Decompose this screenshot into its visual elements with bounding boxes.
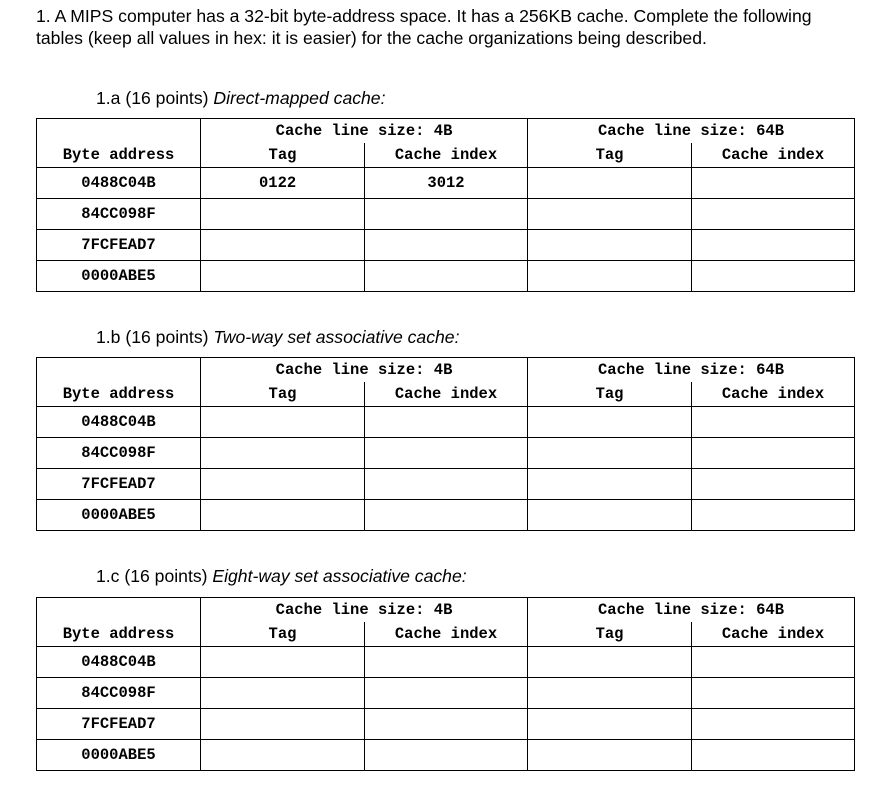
tag-header: Tag <box>201 382 365 407</box>
table-row <box>37 230 855 261</box>
table-row <box>37 647 855 678</box>
cache-table-direct-mapped <box>36 118 855 292</box>
index-4b-cell[interactable]: 3012 <box>365 168 528 199</box>
tag-header: Tag <box>528 143 692 168</box>
index-4b-cell[interactable] <box>365 469 528 500</box>
tag-64b-cell[interactable] <box>528 199 692 230</box>
tag-64b-cell[interactable] <box>528 407 692 438</box>
corner-cell <box>37 598 201 623</box>
byte-address-cell: 84CC098F <box>37 199 201 230</box>
index-4b-cell[interactable] <box>365 500 528 531</box>
table-row <box>37 678 855 709</box>
index-4b-cell[interactable] <box>365 261 528 292</box>
index-64b-cell[interactable] <box>692 199 855 230</box>
line-size-64b-header: Cache line size: 64B <box>528 119 855 144</box>
index-64b-cell[interactable] <box>692 647 855 678</box>
cache-table-two-way <box>36 357 855 531</box>
table-row <box>37 740 855 771</box>
index-64b-cell[interactable] <box>692 230 855 261</box>
line-size-4b-header: Cache line size: 4B <box>201 119 528 144</box>
tag-4b-cell[interactable] <box>201 199 365 230</box>
tag-64b-cell[interactable] <box>528 500 692 531</box>
tag-4b-cell[interactable] <box>201 500 365 531</box>
table-row <box>37 168 855 199</box>
index-4b-cell[interactable] <box>365 199 528 230</box>
byte-address-cell: 84CC098F <box>37 438 201 469</box>
cache-index-header: Cache index <box>365 143 528 168</box>
section-heading-1b <box>96 327 459 348</box>
corner-cell <box>37 119 201 144</box>
byte-address-cell: 0488C04B <box>37 647 201 678</box>
index-64b-cell[interactable] <box>692 168 855 199</box>
tag-header: Tag <box>201 622 365 647</box>
table-row <box>37 500 855 531</box>
table-row <box>37 438 855 469</box>
section-cache-type: Direct-mapped cache: <box>213 88 386 108</box>
tag-4b-cell[interactable] <box>201 709 365 740</box>
tag-64b-cell[interactable] <box>528 678 692 709</box>
byte-address-cell: 7FCFEAD7 <box>37 469 201 500</box>
line-size-4b-header: Cache line size: 4B <box>201 358 528 383</box>
cache-index-header: Cache index <box>365 382 528 407</box>
index-64b-cell[interactable] <box>692 500 855 531</box>
cache-index-header: Cache index <box>365 622 528 647</box>
byte-address-cell: 7FCFEAD7 <box>37 709 201 740</box>
byte-address-cell: 0000ABE5 <box>37 261 201 292</box>
byte-address-header: Byte address <box>37 382 201 407</box>
section-cache-type: Two-way set associative cache: <box>213 327 460 347</box>
section-label: 1.a (16 points) <box>96 88 209 108</box>
tag-64b-cell[interactable] <box>528 168 692 199</box>
tag-4b-cell[interactable] <box>201 230 365 261</box>
tag-header: Tag <box>201 143 365 168</box>
tag-4b-cell[interactable] <box>201 647 365 678</box>
section-cache-type: Eight-way set associative cache: <box>212 566 467 586</box>
cache-index-header: Cache index <box>692 382 855 407</box>
tag-64b-cell[interactable] <box>528 230 692 261</box>
line-size-64b-header: Cache line size: 64B <box>528 598 855 623</box>
cache-index-header: Cache index <box>692 622 855 647</box>
tag-4b-cell[interactable]: 0122 <box>201 168 365 199</box>
index-64b-cell[interactable] <box>692 740 855 771</box>
tag-64b-cell[interactable] <box>528 261 692 292</box>
tag-4b-cell[interactable] <box>201 261 365 292</box>
tag-64b-cell[interactable] <box>528 647 692 678</box>
tag-4b-cell[interactable] <box>201 678 365 709</box>
corner-cell <box>37 358 201 383</box>
tag-4b-cell[interactable] <box>201 740 365 771</box>
index-64b-cell[interactable] <box>692 261 855 292</box>
tag-header: Tag <box>528 622 692 647</box>
tag-4b-cell[interactable] <box>201 438 365 469</box>
table-row <box>37 469 855 500</box>
tag-4b-cell[interactable] <box>201 469 365 500</box>
table-row <box>37 709 855 740</box>
cache-table-eight-way <box>36 597 855 771</box>
index-4b-cell[interactable] <box>365 438 528 469</box>
index-64b-cell[interactable] <box>692 469 855 500</box>
tag-64b-cell[interactable] <box>528 740 692 771</box>
index-4b-cell[interactable] <box>365 709 528 740</box>
byte-address-cell: 84CC098F <box>37 678 201 709</box>
tag-header: Tag <box>528 382 692 407</box>
tag-64b-cell[interactable] <box>528 469 692 500</box>
byte-address-cell: 0000ABE5 <box>37 500 201 531</box>
cache-index-header: Cache index <box>692 143 855 168</box>
index-64b-cell[interactable] <box>692 438 855 469</box>
table-row <box>37 261 855 292</box>
table-row <box>37 407 855 438</box>
index-4b-cell[interactable] <box>365 407 528 438</box>
byte-address-cell: 7FCFEAD7 <box>37 230 201 261</box>
line-size-64b-header: Cache line size: 64B <box>528 358 855 383</box>
section-heading-1c <box>96 566 467 587</box>
tag-4b-cell[interactable] <box>201 407 365 438</box>
section-label: 1.b (16 points) <box>96 327 209 347</box>
byte-address-cell: 0488C04B <box>37 407 201 438</box>
tag-64b-cell[interactable] <box>528 438 692 469</box>
byte-address-cell: 0000ABE5 <box>37 740 201 771</box>
question-text: 1. A MIPS computer has a 32-bit byte-address space. It has a 256KB cache. Complete the following tables (keep all values in hex: it is easier) for the cache organizations being described. <box>36 6 812 48</box>
section-heading-1a <box>96 88 385 109</box>
index-4b-cell[interactable] <box>365 647 528 678</box>
byte-address-header: Byte address <box>37 143 201 168</box>
index-64b-cell[interactable] <box>692 407 855 438</box>
line-size-4b-header: Cache line size: 4B <box>201 598 528 623</box>
byte-address-cell: 0488C04B <box>37 168 201 199</box>
byte-address-header: Byte address <box>37 622 201 647</box>
index-64b-cell[interactable] <box>692 678 855 709</box>
index-4b-cell[interactable] <box>365 740 528 771</box>
table-row <box>37 199 855 230</box>
section-label: 1.c (16 points) <box>96 566 208 586</box>
index-4b-cell[interactable] <box>365 230 528 261</box>
index-4b-cell[interactable] <box>365 678 528 709</box>
index-64b-cell[interactable] <box>692 709 855 740</box>
tag-64b-cell[interactable] <box>528 709 692 740</box>
